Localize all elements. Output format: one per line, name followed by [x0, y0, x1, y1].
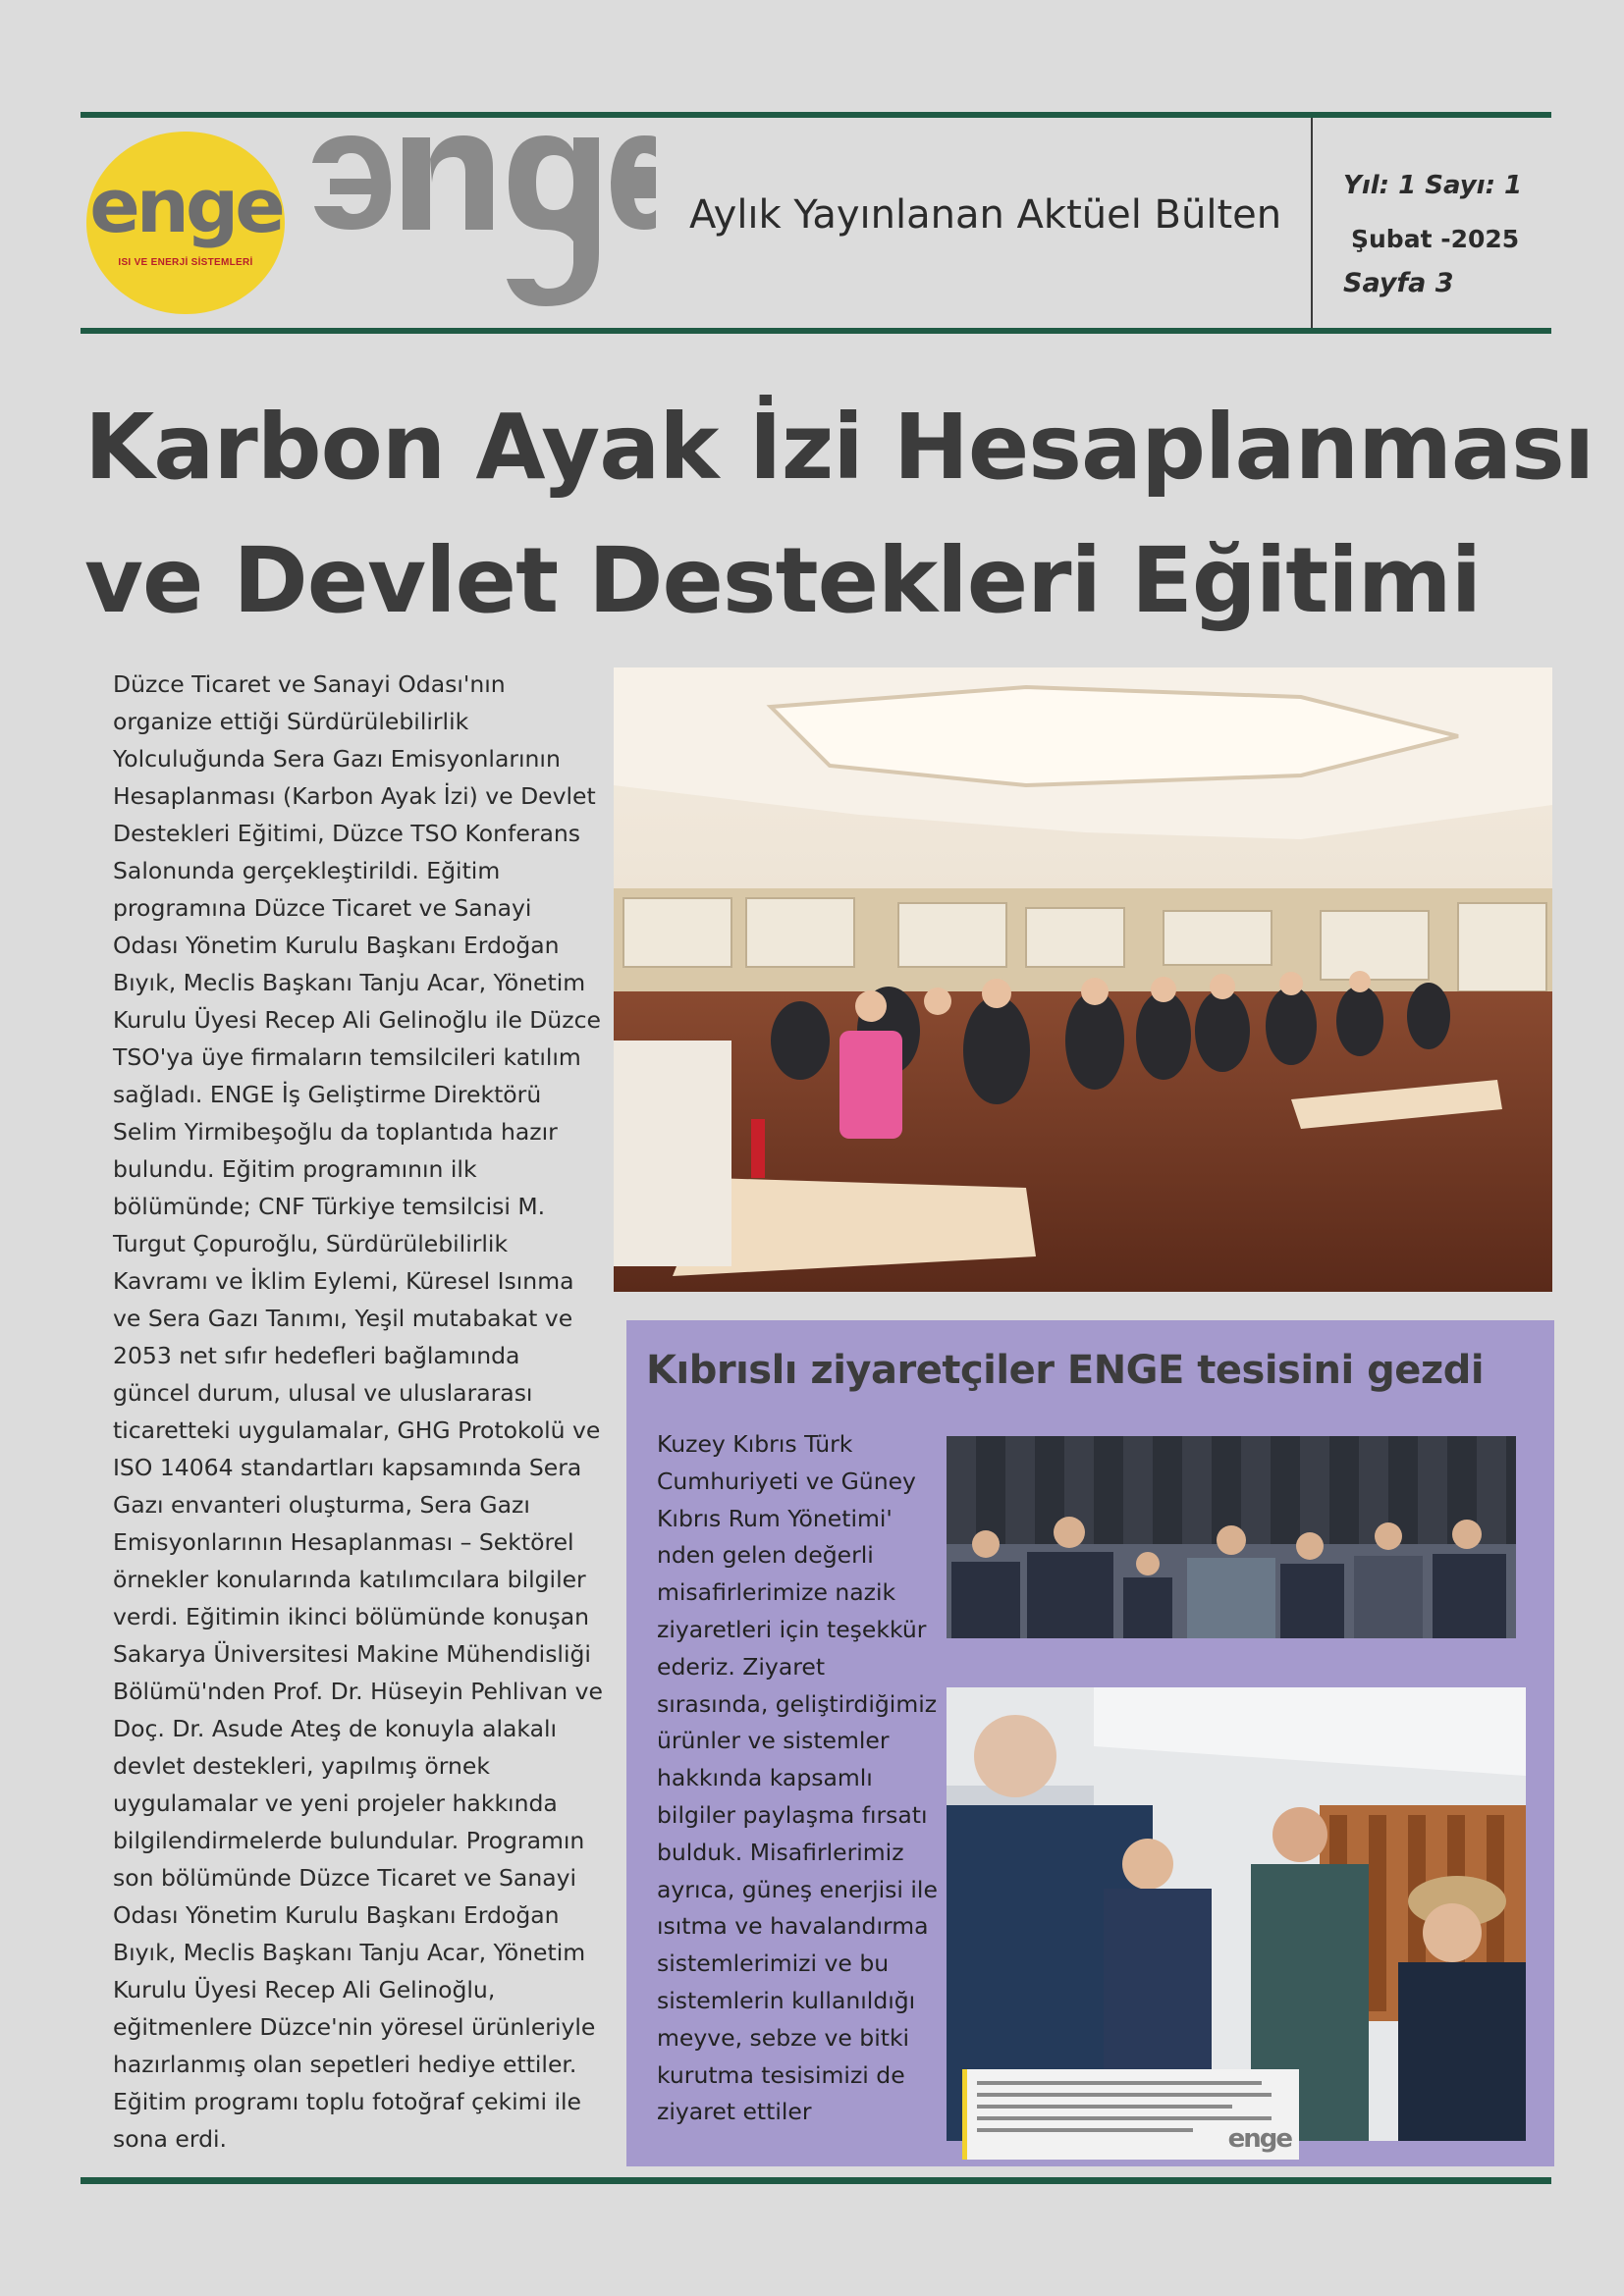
- headline-line-1: Karbon Ayak İzi Hesaplanması: [84, 395, 1595, 500]
- header-divider: [1311, 118, 1313, 328]
- issue-number: Yıl: 1 Sayı: 1: [1343, 171, 1523, 200]
- enge-logo-badge: [86, 132, 285, 314]
- caption-logo: enge: [1227, 2124, 1291, 2154]
- enge-wordmark-logo: [312, 124, 656, 320]
- article-body: Düzce Ticaret ve Sanayi Odası'nın organize ettiği Sürdürülebilirlik Yolculuğunda Sera Gazı Emisyonlarının Hesaplanması (Karbon Ayak İzi) ve Devlet Destekleri Eğitimi, Düzce TSO Konferans Salonunda gerçekleştirildi. Eğitim programına Düzce Ticaret ve Sanayi Odası Yönetim Kurulu Başkanı Erdoğan Bıyık, Meclis Başkanı Tanju Acar, Yönetim Kurulu Üyesi Recep Ali Gelinoğlu ile Düzce TSO'ya üye firmaların temsilcileri katılım sağladı. ENGE İş Geliştirme Direktörü Selim Yirmibeşoğlu da toplantıda hazır bulundu. Eğitim programının ilk bölümünde; CNF Türkiye temsilcisi M. Turgut Çopuroğlu, Sürdürülebilirlik Kavramı ve İklim Eylemi, Küresel Isınma ve Sera Gazı Tanımı, Yeşil mutabakat ve 2053 net sıfır hedefleri bağlamında güncel durum, ulusal ve uluslararası ticaretteki uygulamalar, GHG Protokolü ve ISO 14064 standartları kapsamında Sera Gazı envanteri oluşturma, Sera Gazı Emisyonlarının Hesaplanması – Sektörel örnekler konularında katılımcılara bilgiler verdi. Eğitimin ikinci bölümünde konuşan Sakarya Üniversitesi Makine Mühendisliği Bölümü'nden Prof. Dr. Hüseyin Pehlivan ve Doç. Dr. Asude Ateş de konuyla alakalı devlet destekleri, yapılmış örnek uygulamalar ve yeni projeler hakkında bilgilendirmelerde bulundular. Programın son bölümünde Düzce Ticaret ve Sanayi Odası Yönetim Kurulu Başkanı Erdoğan Bıyık, Meclis Başkanı Tanju Acar, Yönetim Kurulu Üyesi Recep Ali Gelinoğlu, eğitmenlere Düzce'nin yöresel ürünleriyle hazırlanmış olan sepetleri hediye ettiler. Eğitim programı toplu fotoğraf çekimi ile sona erdi.: [113, 670, 603, 2153]
- page-number: Sayfa 3: [1343, 268, 1454, 298]
- logo-badge-text: enge: [89, 162, 282, 249]
- panel-body: Kuzey Kıbrıs Türk Cumhuriyeti ve Güney Kıbrıs Rum Yönetimi' nden gelen değerli misafirlerimize nazik ziyaretleri için teşekkür ederiz. Ziyaret sırasında, geliştirdiğimiz ürünler ve sistemler hakkında kapsamlı bilgiler paylaşma fırsatı bulduk. Misafirlerimiz ayrıca, güneş enerjisi ile ısıtma ve havalandırma sistemlerimizi ve bu sistemlerin kullanıldığı meyve, sebze ve bitki kurutma tesisimizi de ziyaret ettiler: [657, 1430, 938, 2126]
- headline-line-2: ve Devlet Destekleri Eğitimi: [84, 528, 1482, 633]
- article-headline: [84, 381, 1595, 648]
- issue-date: Şubat -2025: [1351, 225, 1520, 253]
- visitors-group-photo: [947, 1436, 1516, 1638]
- panel-title: Kıbrıslı ziyaretçiler ENGE tesisini gezdi: [646, 1348, 1485, 1393]
- footer-rule: [81, 2177, 1551, 2184]
- newsletter-subtitle: Aylık Yayınlanan Aktüel Bülten: [689, 192, 1282, 238]
- visit-photo-caption: [962, 2069, 1299, 2160]
- cyprus-visitors-panel: [626, 1320, 1554, 2166]
- logo-tagline: ISI VE ENERJİ SİSTEMLERİ: [118, 257, 253, 268]
- header-bottom-rule: [81, 328, 1551, 334]
- conference-photo: [614, 667, 1552, 1292]
- header-top-rule: [81, 112, 1551, 118]
